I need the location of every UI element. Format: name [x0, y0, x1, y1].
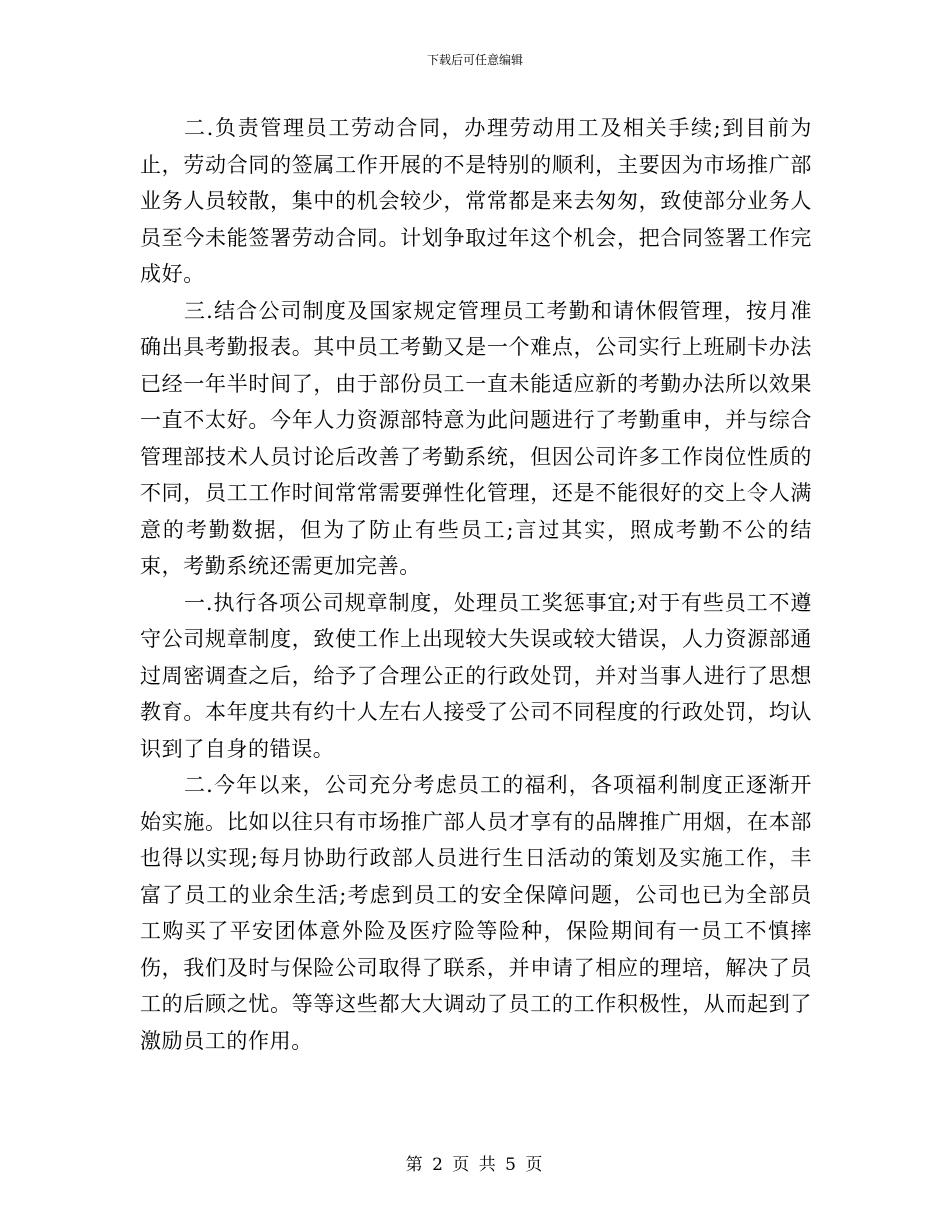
page-number-footer: 第 2 页 共 5 页: [405, 1155, 545, 1175]
paragraph-employee-welfare: 二.今年以来，公司充分考虑员工的福利，各项福利制度正逐渐开始实施。比如以往只有市场推广部人员才享有的品牌推广用烟，在本部也得以实现;每月协助行政部人员进行生日活动的策划及实施工作，丰富了员工的业余生活;考虑到员工的安全保障问题，公司也已为全部员工购买了平安团体意外险及医疗险等险种，保险期间有一员工不慎摔伤，我们及时与保险公司取得了联系，并申请了相应的理培，解决了员工的后顾之忧。等等这些都大大调动了员工的工作积极性，从而起到了激励员工的作用。: [140, 773, 812, 1053]
paragraph-attendance-management: 三.结合公司制度及国家规定管理员工考勤和请休假管理，按月准确出具考勤报表。其中员工考勤又是一个难点，公司实行上班刷卡办法已经一年半时间了，由于部份员工一直未能适应新的考勤办法所以效果一直不太好。今年人力资源部特意为此问题进行了考勤重申，并与综合管理部技术人员讨论后改善了考勤系统，但因公司许多工作岗位性质的不同，员工工作时间常常需要弹性化管理，还是不能很好的交上令人满意的考勤数据，但为了防止有些员工;言过其实，照成考勤不公的结束，考勤系统还需更加完善。: [140, 298, 812, 578]
paragraph-rules-discipline: 一.执行各项公司规章制度，处理员工奖惩事宜;对于有些员工不遵守公司规章制度，致使工作上出现较大失误或较大错误，人力资源部通过周密调查之后，给予了合理公正的行政处罚，并对当事人进行了思想教育。本年度共有约十人左右人接受了公司不同程度的行政处罚，均认识到了自身的错误。: [140, 590, 812, 761]
paragraph-contract-management: 二.负责管理员工劳动合同，办理劳动用工及相关手续;到目前为止，劳动合同的签属工作开展的不是特别的顺利，主要因为市场推广部业务人员较散，集中的机会较少，常常都是来去匆匆，致使部分业务人员至今未能签署劳动合同。计划争取过年这个机会，把合同签署工作完成好。: [140, 116, 812, 286]
document-body: [140, 110, 812, 1059]
page-header: 下载后可任意编辑: [426, 53, 523, 67]
